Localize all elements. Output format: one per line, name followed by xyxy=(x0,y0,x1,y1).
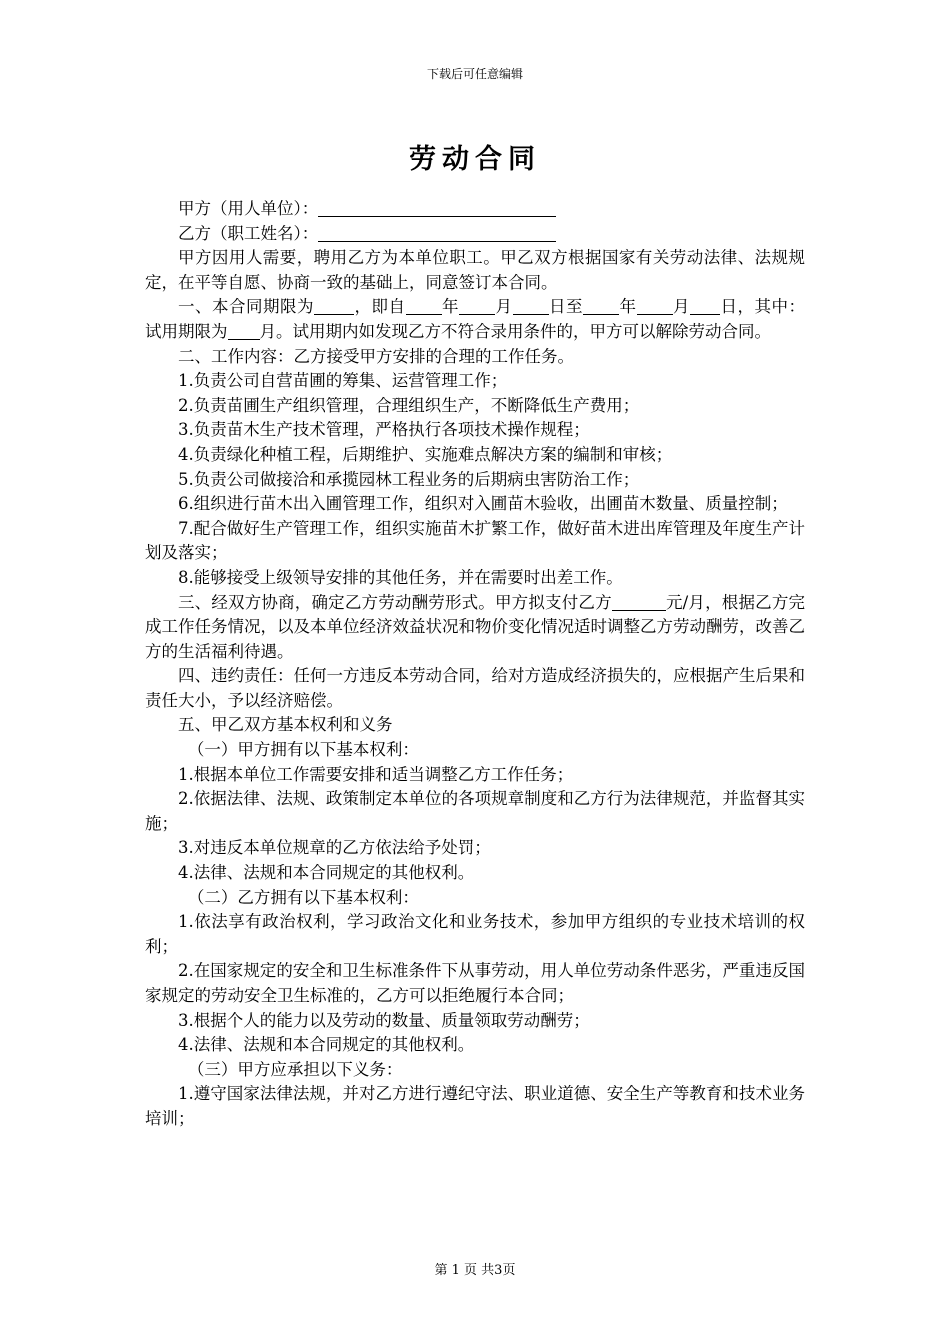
term-text: 月 xyxy=(495,297,513,317)
party-a-right-item: 3.对违反本单位规章的乙方依法给予处罚； xyxy=(178,838,491,858)
party-a-label: 甲方（用人单位）： xyxy=(178,199,319,218)
party-b-label: 乙方（职工姓名）： xyxy=(178,223,319,243)
header-note: 下载后可任意编辑 xyxy=(426,67,523,81)
term-blank xyxy=(314,296,354,315)
term-text: 日，其中：试用期限为 xyxy=(145,297,805,341)
work-item: 5.负责公司做接洽和承揽园林工程业务的后期病虫害防治工作； xyxy=(178,469,640,489)
pay-text: 三、经双方协商，确定乙方劳动酬劳形式。甲方拟支付乙方 xyxy=(178,592,612,612)
party-b-line xyxy=(145,222,805,247)
contract-body xyxy=(145,197,805,1132)
party-b-right-item: 3.根据个人的能力以及劳动的数量、质量领取劳动酬劳； xyxy=(178,1010,590,1030)
party-b-rights-heading: （二）乙方拥有以下基本权利： xyxy=(187,887,419,907)
pay-text: 元/月，根据乙方完成工作任务情况，以及本单位经济效益状况和物价变化情况适时调整乙方劳动酬劳，改善乙方的生活福利待遇。 xyxy=(145,592,806,661)
term-text: 月 xyxy=(672,297,690,317)
term-text: ，即自 xyxy=(354,297,406,317)
term-blank xyxy=(228,321,260,340)
work-item: 6.组织进行苗木出入圃管理工作，组织对入圃苗木验收，出圃苗木数量、质量控制； xyxy=(178,494,788,514)
work-item: 3.负责苗木生产技术管理，严格执行各项技术操作规程； xyxy=(178,420,590,440)
party-a-right-item: 4.法律、法规和本合同规定的其他权利。 xyxy=(178,863,475,883)
term-text: 年 xyxy=(441,297,459,317)
document-title: 劳动合同 xyxy=(409,144,541,175)
term-blank xyxy=(459,296,495,315)
term-text: 一、本合同期限为 xyxy=(178,297,314,317)
pay-blank xyxy=(612,592,666,611)
term-blank xyxy=(637,296,673,315)
party-b-blank xyxy=(318,223,556,242)
rights-heading: 五、甲乙双方基本权利和义务 xyxy=(178,715,393,735)
term-blank xyxy=(583,296,619,315)
work-item: 1.负责公司自营苗圃的筹集、运营管理工作； xyxy=(178,371,508,391)
party-b-right-item: 1.依法享有政治权利，学习政治文化和业务技术，参加甲方组织的专业技术培训的权利； xyxy=(145,912,805,956)
party-b-right-item: 4.法律、法规和本合同规定的其他权利。 xyxy=(178,1035,475,1055)
party-a-rights-heading: （一）甲方拥有以下基本权利： xyxy=(187,740,419,760)
party-b-right-item: 2.在国家规定的安全和卫生标准条件下从事劳动，用人单位劳动条件恶劣，严重违反国家规定的劳动安全卫生标准的，乙方可以拒绝履行本合同； xyxy=(145,961,805,1005)
work-item: 2.负责苗圃生产组织管理，合理组织生产，不断降低生产费用； xyxy=(178,395,640,415)
party-a-line xyxy=(145,197,805,222)
work-item: 7.配合做好生产管理工作，组织实施苗木扩繁工作，做好苗木进出库管理及年度生产计划及落实； xyxy=(145,518,805,563)
pay-paragraph xyxy=(145,591,805,665)
party-a-duty-item: 1.遵守国家法律法规，并对乙方进行遵纪守法、职业道德、安全生产等教育和技术业务培训； xyxy=(145,1084,805,1128)
work-heading: 二、工作内容：乙方接受甲方安排的合理的工作任务。 xyxy=(178,346,574,366)
intro-paragraph: 甲方因用人需要，聘用乙方为本单位职工。甲乙双方根据国家有关劳动法律、法规规定，在平等自愿、协商一致的基础上，同意签订本合同。 xyxy=(145,248,805,292)
term-blank xyxy=(406,296,442,315)
party-a-blank xyxy=(318,198,556,217)
term-blank xyxy=(690,296,720,315)
page-footer: 第 1 页 共3页 xyxy=(434,1263,516,1278)
term-text: 年 xyxy=(619,297,637,317)
term-text: 月。试用期内如发现乙方不符合录用条件的，甲方可以解除劳动合同。 xyxy=(259,321,771,341)
party-a-right-item: 2.依据法律、法规、政策制定本单位的各项规章制度和乙方行为法律规范，并监督其实施； xyxy=(145,789,805,833)
term-blank xyxy=(513,296,549,315)
term-paragraph xyxy=(145,295,805,344)
liability-paragraph: 四、违约责任：任何一方违反本劳动合同，给对方造成经济损失的，应根据产生后果和责任大小，予以经济赔偿。 xyxy=(145,666,805,710)
work-item: 8.能够接受上级领导安排的其他任务，并在需要时出差工作。 xyxy=(178,567,623,587)
party-a-right-item: 1.根据本单位工作需要安排和适当调整乙方工作任务； xyxy=(178,764,574,784)
party-a-duties-heading: （三）甲方应承担以下义务： xyxy=(187,1059,403,1079)
term-text: 日至 xyxy=(548,297,583,317)
work-item: 4.负责绿化种植工程，后期维护、实施难点解决方案的编制和审核； xyxy=(178,444,673,464)
